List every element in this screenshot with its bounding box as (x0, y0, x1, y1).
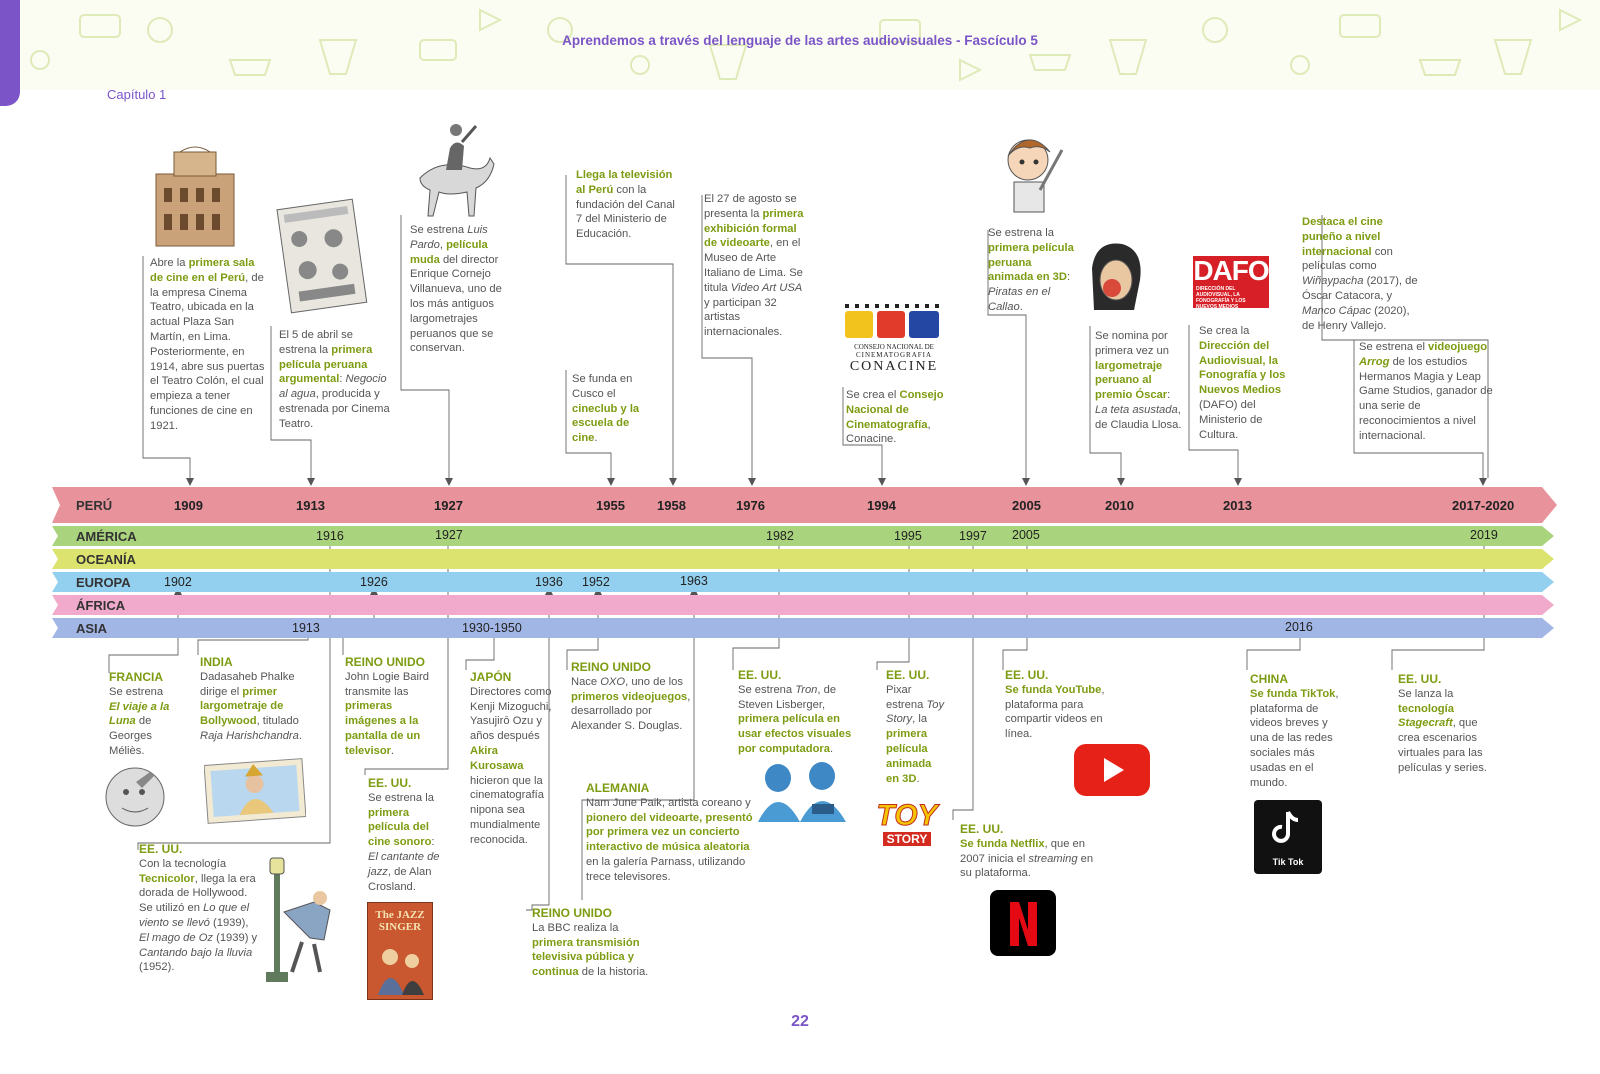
note-india-1913: INDIA Dadasaheb Phalke dirige el primer largometraje de Bollywood, titulado Raja Harishchandra. (200, 655, 302, 742)
youtube-play-glyph (1074, 744, 1150, 796)
year-peru: 1958 (657, 498, 686, 513)
note-2017-videojuego: Se estrena el videojuego Arrog de los estudios Hermanos Magia y Leap Game Studios, ganador de una serie de reconocimientos a nivel internacional. (1359, 341, 1493, 442)
chapter-label: Capítulo 1 (107, 87, 167, 102)
note-reino-unido-1952: REINO UNIDO Nace OXO, uno de los primeros videojuegos, desarrollado por Alexander S. Douglas. (571, 660, 691, 733)
region-label-oceania: OCEANÍA (76, 552, 136, 567)
raja-harishchandra-illustration (204, 758, 306, 824)
note-francia-1902: FRANCIA Se estrena El viaje a la Luna de Georges Méliès. (109, 670, 170, 757)
jazz-singer-poster-title: The JAZZ SINGER (375, 909, 425, 933)
year-asia: 2016 (1285, 620, 1313, 634)
region-label-europa: EUROPA (76, 575, 131, 590)
note-japon-1930-1950: JAPÓN Directores como Kenji Mizoguchi, Yasujirō Ozu y años después Akira Kurosawa hicieron que la cinematografía nipona sea mundialmente reconocida. (470, 670, 552, 846)
note-reino-unido-1926: REINO UNIDO John Logie Baird transmite las primeras imágenes a la pantalla de un televisor. (345, 655, 429, 757)
note-eeuu-1995: EE. UU. Pixar estrena Toy Story, la primera película animada en 3D. (886, 668, 945, 785)
note-reino-unido-1936: REINO UNIDO La BBC realiza la primera transmisión televisiva pública y continua de la historia. (532, 906, 649, 979)
note-eeuu-2005: EE. UU. Se funda YouTube, plataforma para compartir videos en línea. (1005, 668, 1105, 741)
conacine-logo-line1: CONSEJO NACIONAL DE (854, 343, 934, 351)
tiktok-logo-label: Tik Tok (1272, 857, 1304, 867)
newspaper-illustration (276, 198, 368, 316)
note-2017-puno: Destaca el cine puneño a nivel internacional con películas como Wiñaypacha (2017), de Óscar Catacora, y Manco Cápac (2020), de Henry Vallejo. (1302, 216, 1418, 332)
netflix-icon (990, 890, 1056, 956)
year-peru: 2013 (1223, 498, 1252, 513)
band-oceania (52, 549, 1554, 569)
year-peru: 1909 (174, 498, 203, 513)
note-2005: Se estrena la primera película peruana animada en 3D: Piratas en el Callao. (988, 227, 1074, 313)
note-china-2016: CHINA Se funda TikTok, plataforma de videos breves y una de las redes sociales más usadas en el mundo. (1250, 672, 1339, 789)
region-label-asia: ASIA (76, 621, 108, 636)
note-eeuu-2019: EE. UU. Se lanza la tecnología Stagecraft, que crea escenarios virtuales para las películas y series. (1398, 672, 1487, 774)
year-europa: 1936 (535, 575, 563, 589)
year-europa: 1926 (360, 575, 388, 589)
conacine-logo-text (844, 343, 944, 374)
year-europa: 1952 (582, 575, 610, 589)
year-america: 1982 (766, 529, 794, 543)
band-america (52, 526, 1554, 546)
year-peru: 2017-2020 (1452, 498, 1515, 513)
band-africa (52, 595, 1554, 615)
year-asia: 1913 (292, 621, 320, 635)
toy-story-logo-line2: STORY (883, 832, 932, 846)
band-europa (52, 572, 1554, 592)
band-asia (52, 618, 1554, 638)
tron-illustration (750, 760, 854, 826)
youtube-icon (1074, 744, 1150, 796)
page-header-title: Aprendemos a través del lenguaje de las artes audiovisuales - Fascículo 5 (562, 33, 1038, 48)
year-america: 1995 (894, 529, 922, 543)
note-1909: Abre la primera sala de cine en el Perú, de la empresa Cinema Teatro, ubicada en la actual Plaza San Martín, en Lima. Posteriormente, en 1914, abre sus puertas el Teatro Colón, el cual empieza a tener funciones de cine en 1921. (150, 257, 265, 432)
region-label-america: AMÉRICA (76, 529, 137, 544)
band-peru (52, 487, 1557, 523)
animated-boy-illustration (1000, 134, 1070, 220)
dafo-logo-subtitle: DIRECCIÓN DEL AUDIOVISUAL, LA FONOGRAFÍA Y LOS NUEVOS MEDIOS (1196, 286, 1246, 310)
tiktok-note-glyph (1254, 800, 1322, 852)
year-america: 2005 (1012, 528, 1040, 542)
note-1958: Llega la televisión al Perú con la fundación del Canal 7 del Ministerio de Educación. (576, 169, 675, 241)
netflix-n-glyph (990, 890, 1056, 956)
cinema-building-illustration (152, 144, 238, 248)
note-1913: El 5 de abril se estrena la primera película peruana argumental: Negocio al agua, producida y estrenada por Cinema Teatro. (279, 329, 390, 430)
note-1955: Se funda en Cusco el cineclub y la escuela de cine. (572, 373, 640, 445)
tiktok-icon (1254, 800, 1322, 874)
moon-trip-illustration (100, 766, 170, 828)
year-peru: 2005 (1012, 498, 1041, 513)
toy-story-logo (875, 799, 939, 852)
conacine-logo-line3: CONACINE (849, 359, 939, 374)
region-label-africa: ÁFRICA (76, 598, 126, 613)
conacine-color-blocks (845, 304, 941, 340)
year-america: 1916 (316, 529, 344, 543)
year-peru: 1927 (434, 498, 463, 513)
dafo-logo (1193, 256, 1269, 308)
year-europa: 1902 (164, 575, 192, 589)
girl-portrait-illustration (1082, 238, 1146, 314)
note-eeuu-1916: EE. UU. Con la tecnología Tecnicolor, llega la era dorada de Hollywood. Se utilizó en Lo que el viento se llevó (1939), El mago de Oz (1939) y Cantando bajo la lluvia (1952). (139, 842, 258, 974)
year-europa: 1963 (680, 574, 708, 588)
year-peru: 1976 (736, 498, 765, 513)
jazz-singer-figures (368, 933, 432, 997)
year-peru: 1955 (596, 498, 625, 513)
toy-story-logo-line1: TOY (876, 799, 938, 832)
year-asia: 1930-1950 (462, 621, 522, 635)
jazz-singer-poster (367, 902, 433, 1000)
note-2010: Se nomina por primera vez un largometraje peruano al premio Óscar: La teta asustada, de Claudia Llosa. (1095, 330, 1182, 431)
year-peru: 1994 (867, 498, 896, 513)
conacine-logo-line2: CINEMATOGRAFIA (855, 351, 933, 359)
horse-rider-illustration (410, 118, 496, 218)
note-2013: Se crea la Dirección del Audiovisual, la Fonografía y los Nuevos Medios (DAFO) del Ministerio de Cultura. (1199, 325, 1286, 441)
singing-in-the-rain-illustration (262, 852, 342, 984)
region-label-peru: PERÚ (76, 498, 113, 513)
note-1994: Se crea el Consejo Nacional de Cinematografía, Conacine. (846, 389, 944, 446)
year-america: 1927 (435, 528, 463, 542)
note-eeuu-1927: EE. UU. Se estrena la primera película del cine sonoro: El cantante de jazz, de Alan Crosland. (368, 776, 440, 893)
note-alemania-1963: ALEMANIA Nam June Paik, artista coreano y pionero del videoarte, presentó por primera vez un concierto interactivo de música aleatoria en la galería Parnass, utilizando trece televisores. (586, 781, 753, 883)
year-america: 2019 (1470, 528, 1498, 542)
dafo-logo-title: DAFO (1193, 255, 1269, 286)
note-eeuu-1997: EE. UU. Se funda Netflix, que en 2007 inicia el streaming en su plataforma. (960, 822, 1094, 880)
note-eeuu-1982: EE. UU. Se estrena Tron, de Steven Lisberger, primera película en usar efectos visuales por computadora. (738, 668, 852, 755)
year-america: 1997 (959, 529, 987, 543)
page-number: 22 (791, 1013, 809, 1030)
year-peru: 2010 (1105, 498, 1134, 513)
timeline-bands (52, 485, 1562, 645)
note-1976: El 27 de agosto se presenta la primera exhibición formal de videoarte, en el Museo de Arte Italiano de Lima. Se titula Video Art USA y participan 32 artistas internacionales. (704, 193, 804, 339)
note-1927: Se estrena Luis Pardo, película muda del director Enrique Cornejo Villanueva, uno de los más antiguos largometrajes peruanos que se conservan. (410, 224, 502, 355)
year-peru: 1913 (296, 498, 325, 513)
